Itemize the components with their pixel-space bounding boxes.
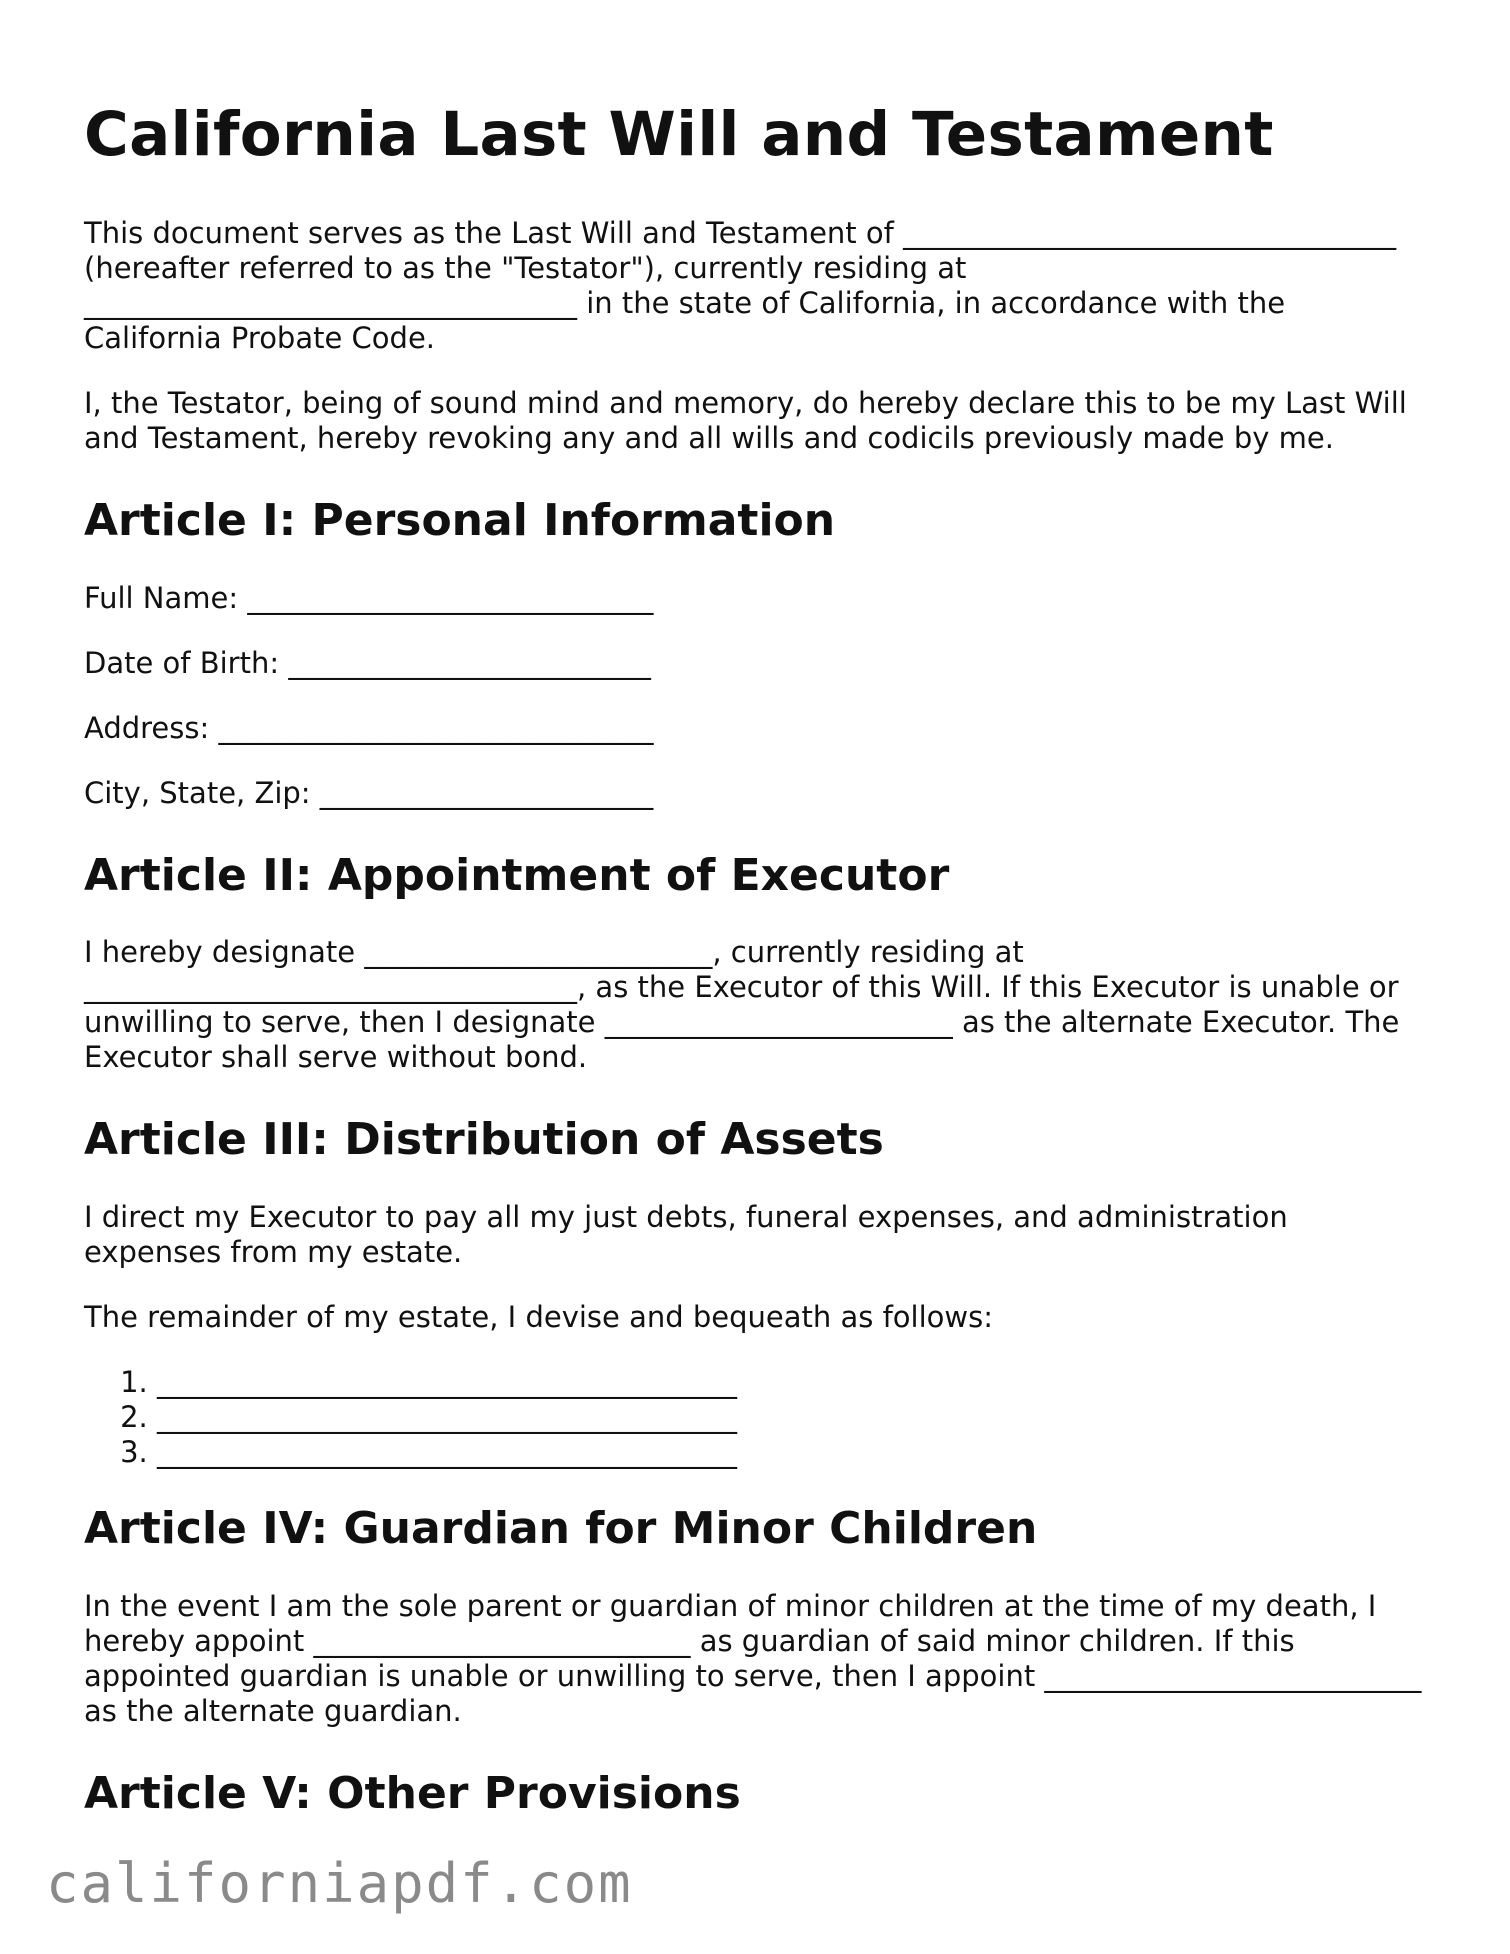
address-field: Address: ______________________________ xyxy=(84,710,654,745)
full-name-field: Full Name: ____________________________ xyxy=(84,580,654,615)
article-3-heading: Article III: Distribution of Assets xyxy=(84,1114,884,1166)
list-item: 1. ________________________________________ xyxy=(157,1365,1424,1400)
list-item: 2. ________________________________________ xyxy=(157,1400,1424,1435)
city-state-zip-field: City, State, Zip: _______________________ xyxy=(84,775,654,810)
article-3-paragraph-1: I direct my Executor to pay all my just debts, funeral expenses, and administration expenses from my estate. xyxy=(84,1199,1288,1269)
watermark: californiapdf.com xyxy=(46,1852,633,1915)
document-page xyxy=(84,100,1424,1853)
article-2-text: I hereby designate ________________________, currently residing at __________________________________, as the Executor of this Will. If this Executor is unable or unwilling to serve, then I designate ________________________ as the alternate Executor. The Executor shall serve without bond. xyxy=(84,935,1400,1075)
date-of-birth-field: Date of Birth: _________________________ xyxy=(84,645,651,680)
list-item: 3. ________________________________________ xyxy=(157,1435,1424,1470)
article-3-paragraph-2: The remainder of my estate, I devise and bequeath as follows: xyxy=(84,1299,993,1334)
article-4-text: In the event I am the sole parent or guardian of minor children at the time of my death, I hereby appoint __________________________ as guardian of said minor children. If this appointed guardian is unable or unwilling to serve, then I appoint __________________________ as the alternate guardian. xyxy=(84,1588,1422,1728)
bequest-list xyxy=(84,1365,1424,1470)
intro-paragraph-1: This document serves as the Last Will and Testament of __________________________________ (hereafter referred to as the "Testator"), currently residing at __________________________________ in the state of California, in accordance with the California Probate Code. xyxy=(84,216,1397,356)
article-4-heading: Article IV: Guardian for Minor Children xyxy=(84,1502,1038,1554)
article-2-heading: Article II: Appointment of Executor xyxy=(84,849,950,901)
intro-paragraph-2: I, the Testator, being of sound mind and memory, do hereby declare this to be my Last Will and Testament, hereby revoking any and all wills and codicils previously made by me. xyxy=(84,386,1407,456)
article-5-heading: Article V: Other Provisions xyxy=(84,1767,741,1819)
document-title: California Last Will and Testament xyxy=(84,99,1274,170)
article-1-heading: Article I: Personal Information xyxy=(84,495,836,547)
